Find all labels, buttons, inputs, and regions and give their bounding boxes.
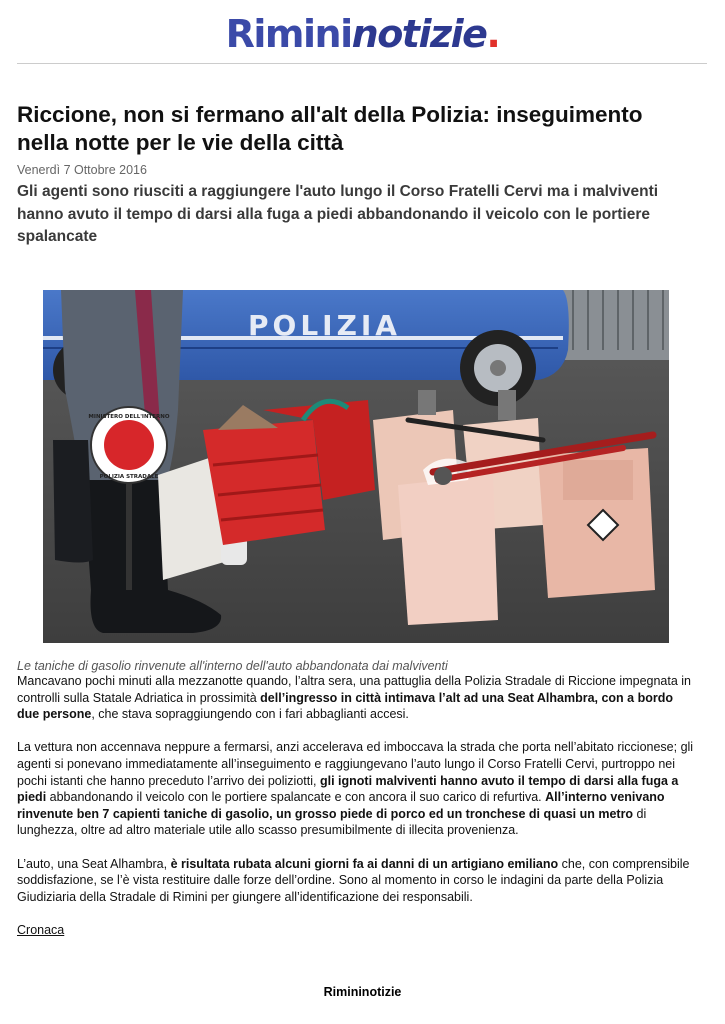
bolt-cutter-jaw bbox=[434, 467, 452, 485]
jerry-can-3 bbox=[398, 475, 498, 625]
article-date: Venerdì 7 Ottobre 2016 bbox=[17, 163, 147, 177]
emphasis: è risultata rubata alcuni giorni fa ai danni di un artigiano emiliano bbox=[170, 856, 559, 871]
sign-text-top: MINISTERO DELL'INTERNO bbox=[88, 414, 170, 420]
article-body bbox=[17, 673, 697, 939]
article-photo bbox=[43, 290, 669, 643]
paragraph-3: L’auto, una Seat Alhambra, è risultata rubata alcuni giorni fa ai danni di un artigiano emiliano che, con comprensibile soddisfazione, se l’è vista restituire dalle forze dell’ordine. Sono al momento in corso le indagini da parte della Polizia Giudiziaria della Stradale di Rimini per giungere all’identificazione dei responsabili. bbox=[17, 856, 690, 904]
background-wall bbox=[563, 290, 669, 360]
category-link[interactable]: Cronaca bbox=[17, 922, 65, 937]
red-crate-front bbox=[203, 420, 325, 545]
emphasis: dell’ingresso in città intimava l’alt ad una Seat Alhambra, con a bordo due persone bbox=[17, 690, 673, 722]
logo-dot: . bbox=[486, 12, 500, 56]
header-divider bbox=[17, 63, 707, 64]
logo-part-notizie: notizie bbox=[351, 12, 487, 56]
officer-second-boot bbox=[53, 440, 93, 563]
emphasis: gli ignoti malviventi hanno avuto il tempo di darsi alla fuga a piedi bbox=[17, 773, 679, 805]
photo-illustration bbox=[43, 290, 669, 643]
photo-caption: Le taniche di gasolio rinvenute all'interno dell'auto abbandonata dai malviventi bbox=[17, 659, 448, 673]
paragraph-2: La vettura non accennava neppure a fermarsi, anzi accelerava ed imboccava la strada che porta nell’abitato riccionese; gli agenti si ponevano immediatamente all’inseguimento e raggiungevano l’auto lungo il Corso Fratelli Cervi, purtroppo nei pochi istanti che hanno preceduto l’arrivo dei poliziotti, gli ignoti malviventi hanno avuto il tempo di darsi alla fuga a piedi abbandonando il veicolo con le portiere spalancate e con ancora il suo carico di refurtiva. All’interno venivano rinvenute ben 7 capienti taniche di gasolio, un grosso piede di porco ed un tronchese di quasi un metro di lunghezza, oltre ad altro materiale utile allo scasso presumibilmente di illecita provenienza. bbox=[17, 740, 694, 838]
stop-sign-red-disc bbox=[104, 420, 154, 470]
site-logo[interactable] bbox=[226, 12, 500, 56]
logo-part-rimini: Rimini bbox=[225, 12, 352, 56]
article-subtitle: Gli agenti sono riusciti a raggiungere l'auto lungo il Corso Fratelli Cervi ma i malviventi hanno avuto il tempo di darsi alla fuga a piedi abbandonando il veicolo con le portiere spalancate bbox=[17, 183, 659, 245]
car-lettering: POLIZIA bbox=[248, 309, 401, 342]
emphasis: All’interno venivano rinvenute ben 7 capienti taniche di gasolio, un grosso piede di porco ed un tronchese di quasi un metro bbox=[17, 790, 665, 821]
masthead bbox=[0, 12, 725, 56]
footer-site-name: Rimininotizie bbox=[323, 985, 402, 999]
sign-text-bottom: POLIZIA STRADALE bbox=[99, 474, 159, 480]
paragraph-1: Mancavano pochi minuti alla mezzanotte quando, l’altra sera, una pattuglia della Polizia Stradale di Riccione impegnata in controlli sulla Statale Adriatica in prossimità dell’ingresso in città intimava l’alt ad una Seat Alhambra, con a bordo due persone, che stava sopraggiungendo con i fari abbaglianti accesi. bbox=[17, 674, 692, 722]
sign-handle bbox=[126, 470, 132, 590]
article-title: Riccione, non si fermano all'alt della Polizia: inseguimento nella notte per le vie della città bbox=[17, 102, 643, 155]
